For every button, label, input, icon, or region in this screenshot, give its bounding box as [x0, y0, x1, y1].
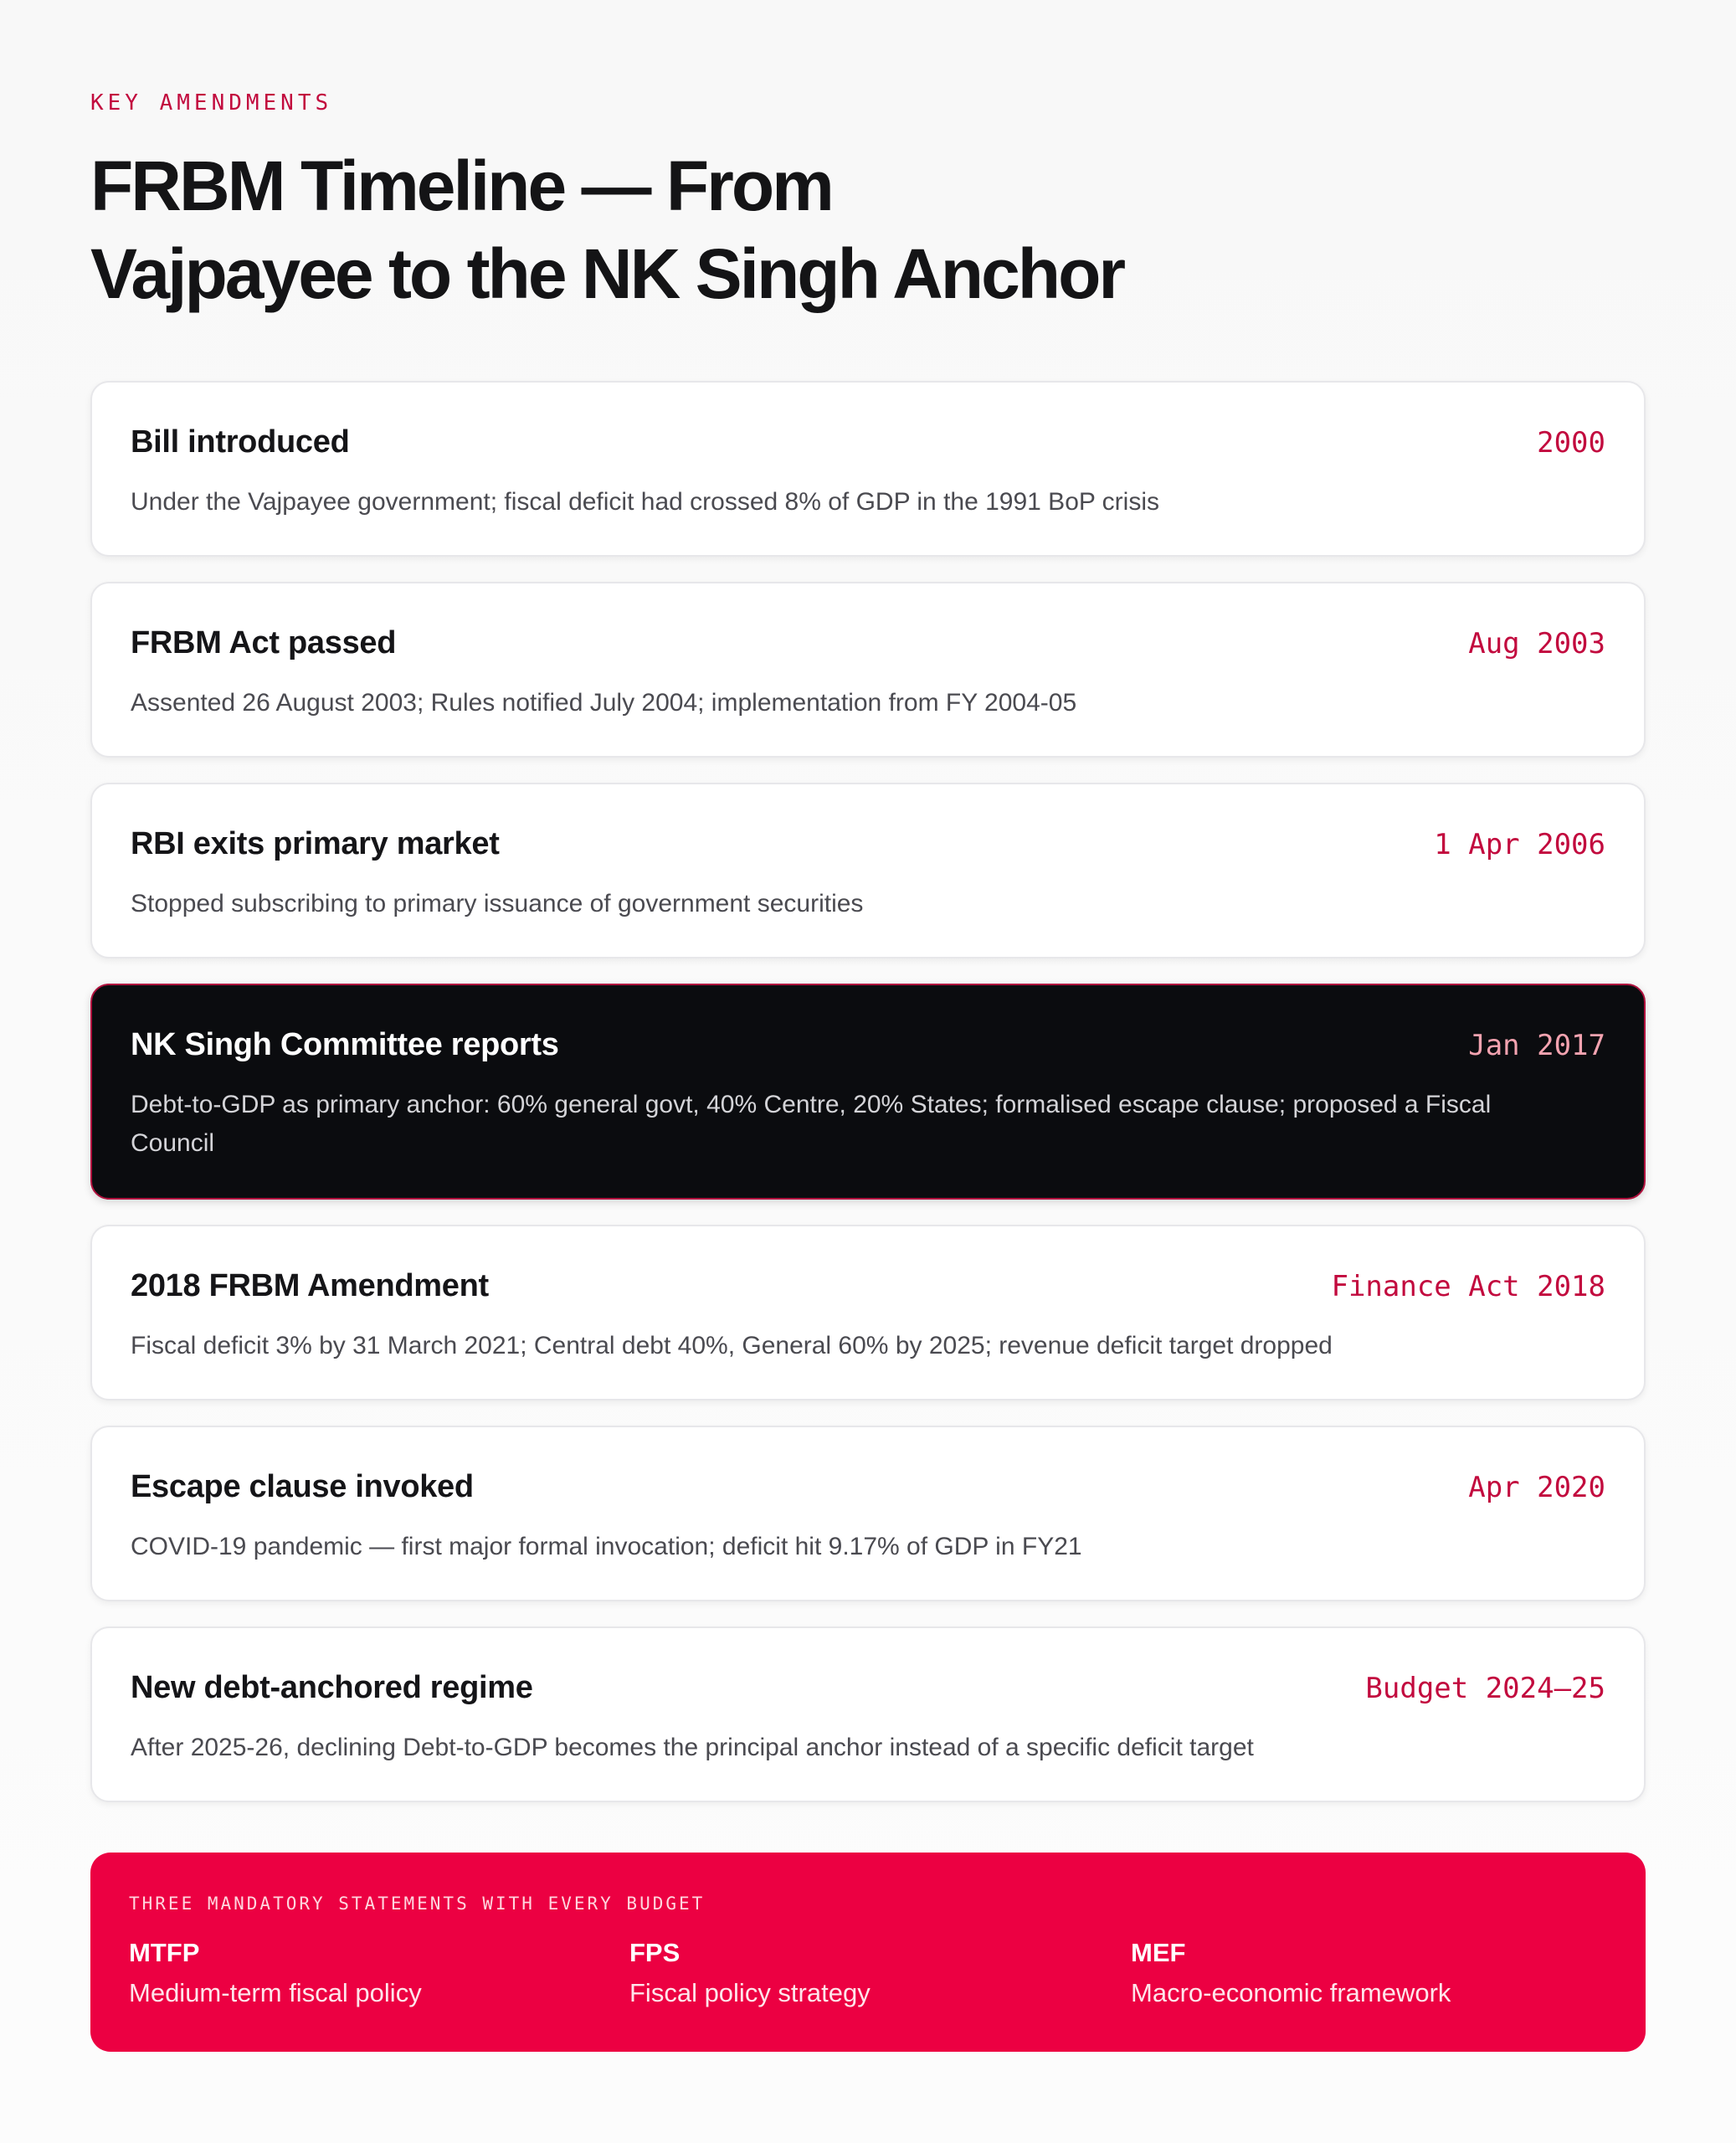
page-title — [90, 142, 1123, 318]
statement-abbr: MEF — [1131, 1938, 1186, 1967]
statement-name: Medium-term fiscal policy — [129, 1978, 422, 2007]
statement-mtfp — [129, 1938, 598, 2008]
card-description: COVID-19 pandemic — first major formal invocation; deficit hit 9.17% of GDP in FY21 — [131, 1533, 1082, 1560]
timeline-card-rbi-exits — [90, 783, 1646, 958]
card-date: Finance Act 2018 — [1331, 1270, 1605, 1303]
mandatory-statements-panel — [90, 1853, 1646, 2052]
card-description: Debt-to-GDP as primary anchor: 60% general govt, 40% Centre, 20% States; formalised escape clause; proposed a Fiscal Council — [131, 1091, 1492, 1157]
card-description: Fiscal deficit 3% by 31 March 2021; Central debt 40%, General 60% by 2025; revenue deficit target dropped — [131, 1332, 1333, 1359]
card-title: Escape clause invoked — [131, 1469, 474, 1504]
timeline-card-frbm-act-passed — [90, 582, 1646, 758]
card-date: 2000 — [1537, 426, 1605, 460]
statement-mef — [1131, 1938, 1600, 2008]
card-title: NK Singh Committee reports — [131, 1027, 559, 1062]
card-description: After 2025-26, declining Debt-to-GDP becomes the principal anchor instead of a specific deficit target — [131, 1734, 1254, 1761]
page-title-line-2: Vajpayee to the NK Singh Anchor — [90, 234, 1124, 313]
eyebrow-label: KEY AMENDMENTS — [90, 90, 333, 116]
timeline-card-bill-introduced — [90, 381, 1646, 557]
card-date: Budget 2024–25 — [1365, 1672, 1605, 1705]
card-title: 2018 FRBM Amendment — [131, 1268, 489, 1303]
statement-name: Fiscal policy strategy — [629, 1978, 871, 2007]
timeline-card-escape-clause — [90, 1426, 1646, 1601]
card-title: RBI exits primary market — [131, 826, 500, 861]
timeline-card-new-regime — [90, 1627, 1646, 1802]
card-date: Jan 2017 — [1468, 1029, 1605, 1062]
statement-fps — [629, 1938, 1098, 2008]
timeline — [90, 381, 1646, 1827]
card-description: Under the Vajpayee government; fiscal deficit had crossed 8% of GDP in the 1991 BoP crisis — [131, 488, 1160, 516]
card-description: Assented 26 August 2003; Rules notified July 2004; implementation from FY 2004-05 — [131, 689, 1077, 717]
card-title: New debt-anchored regime — [131, 1670, 533, 1705]
statement-abbr: MTFP — [129, 1938, 200, 1967]
timeline-card-nk-singh-committee — [90, 984, 1646, 1200]
card-title: Bill introduced — [131, 424, 350, 460]
page-title-line-1: FRBM Timeline — From — [90, 146, 832, 225]
card-title: FRBM Act passed — [131, 625, 397, 660]
mandatory-statements-label: THREE MANDATORY STATEMENTS WITH EVERY BUDGET — [129, 1894, 706, 1914]
timeline-card-2018-amendment — [90, 1225, 1646, 1400]
card-description: Stopped subscribing to primary issuance of government securities — [131, 890, 864, 917]
card-date: Apr 2020 — [1468, 1471, 1605, 1504]
statement-abbr: FPS — [629, 1938, 681, 1967]
card-date: Aug 2003 — [1468, 627, 1605, 660]
card-date: 1 Apr 2006 — [1434, 828, 1605, 861]
statement-name: Macro-economic framework — [1131, 1978, 1451, 2007]
